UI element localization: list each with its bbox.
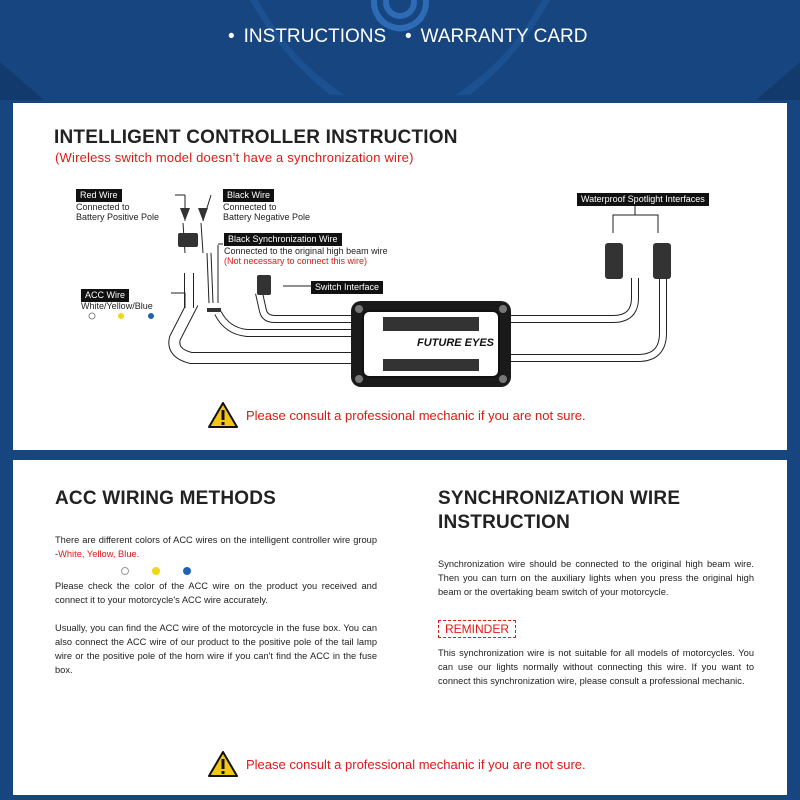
brand-label: FUTURE EYES (417, 337, 495, 349)
yellow-dot (152, 567, 160, 575)
sync-title-line2: INSTRUCTION (438, 512, 571, 533)
panel-subtitle: (Wireless switch model doesn’t have a synchronization wire) (55, 150, 414, 165)
reminder-badge: REMINDER (438, 620, 516, 638)
sync-wire-note: (Not necessary to connect this wire) (224, 256, 368, 266)
acc-paragraph-1: There are different colors of ACC wires on the intelligent controller wire group - (55, 535, 377, 559)
acc-paragraph-3: Usually, you can find the ACC wire of the motorcycle in the fuse box. You can also connect the ACC wire of our product to the positive pole of the tail lamp wire or the positive pole of the horn wire if you can't find the ACC in the fuse box. (55, 623, 377, 675)
tab-instructions[interactable]: • INSTRUCTIONS (228, 26, 387, 47)
sync-wire-line1: Connected to the original high beam wire (224, 246, 388, 256)
red-wire-line1: Connected to (76, 202, 130, 212)
sync-paragraph-1: Synchronization wire should be connected to the original high beam wire. Then you can turn on the auxiliary lights when you press the original high beam or the overtaking beam switch of your motorcycle. (438, 559, 754, 597)
panel-title: INTELLIGENT CONTROLLER INSTRUCTION (54, 127, 458, 148)
black-wire-line1: Connected to (223, 202, 277, 212)
red-wire-line2: Battery Positive Pole (76, 212, 160, 222)
wiring-methods-panel (13, 460, 787, 795)
acc-colors-text: White, Yellow, Blue. (58, 549, 140, 559)
tab-instructions-label: INSTRUCTIONS (243, 26, 387, 47)
white-dot (121, 567, 129, 575)
warning-icon (208, 751, 238, 777)
top-nav (0, 26, 800, 56)
acc-title: ACC WIRING METHODS (55, 488, 277, 509)
sync-paragraph-2: This synchronization wire is not suitable for all models of motorcycles. You can use our lights normally without connecting this wire. If you want to connect this synchronization wire, please consult a professional mechanic. (438, 648, 754, 686)
acc-wire-colors: White/Yellow/Blue (81, 301, 153, 311)
blue-dot (183, 567, 191, 575)
acc-body (55, 533, 377, 686)
red-wire-label: Red Wire (76, 189, 122, 202)
tab-warranty-card-label: WARRANTY CARD (420, 26, 588, 47)
black-wire-line2: Battery Negative Pole (223, 212, 311, 222)
warning-text: Please consult a professional mechanic if you are not sure. (246, 407, 586, 423)
warning-message (208, 402, 586, 428)
acc-paragraph-2: Please check the color of the ACC wire on the product you received and connect it to your motorcycle's ACC wire accurately. (55, 581, 377, 605)
footer-warning (208, 751, 586, 777)
controller-instruction-panel (13, 103, 787, 450)
spotlight-interfaces-label: Waterproof Spotlight Interfaces (577, 193, 709, 206)
sync-title-line1: SYNCHRONIZATION WIRE (438, 488, 681, 509)
black-wire-label: Black Wire (223, 189, 274, 202)
switch-interface-label: Switch Interface (311, 281, 383, 294)
wiring-diagram (13, 103, 787, 450)
tab-warranty-card[interactable]: • WARRANTY CARD (405, 26, 588, 47)
acc-color-dots (55, 564, 377, 579)
footer-warning-text: Please consult a professional mechanic if you are not sure. (246, 756, 586, 772)
warning-icon (208, 402, 238, 428)
sync-wire-label: Black Synchronization Wire (224, 233, 342, 246)
acc-wire-label: ACC Wire (81, 289, 129, 302)
